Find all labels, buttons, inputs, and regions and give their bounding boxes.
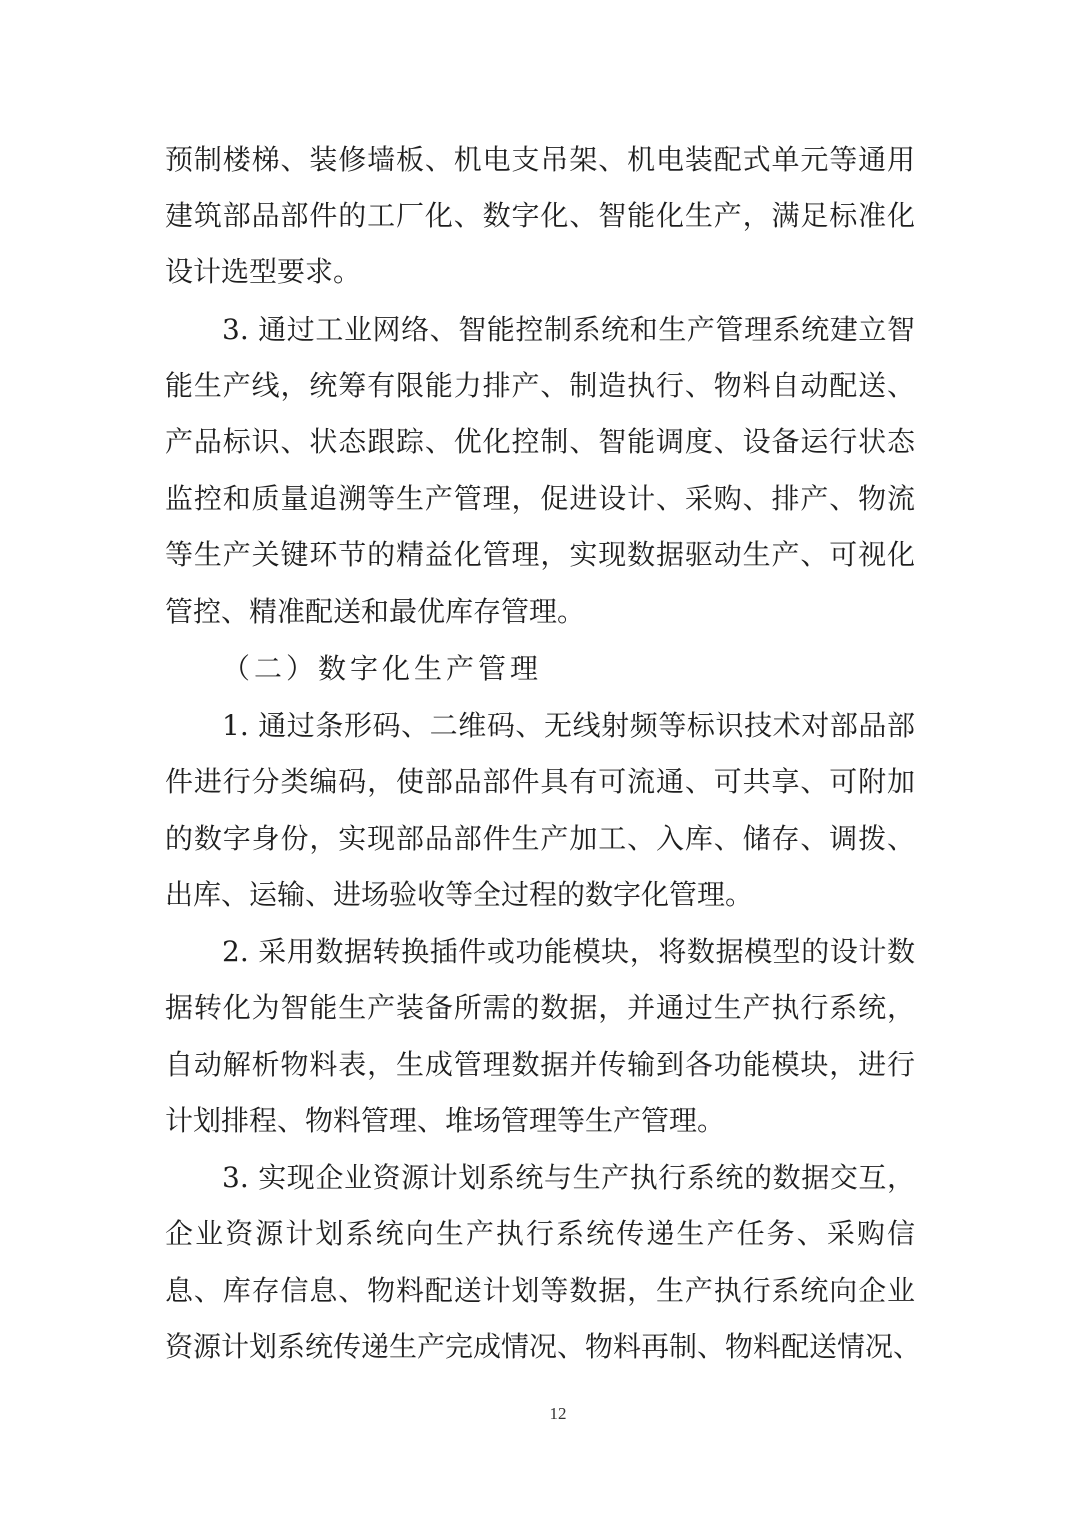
text-line: 息、库存信息、物料配送计划等数据，生产执行系统向企业: [165, 1274, 915, 1307]
page-number: 12: [549, 1404, 567, 1423]
text-line: 预制楼梯、装修墙板、机电支吊架、机电装配式单元等通用: [165, 143, 915, 176]
text-line: 1. 通过条形码、二维码、无线射频等标识技术对部品部: [222, 709, 915, 742]
text-line: 能生产线，统筹有限能力排产、制造执行、物料自动配送、: [165, 369, 915, 402]
text-line: 2. 采用数据转换插件或功能模块，将数据模型的设计数: [222, 935, 915, 968]
text-line: 件进行分类编码，使部品部件具有可流通、可共享、可附加: [165, 765, 915, 798]
section-heading: （二）数字化生产管理: [222, 652, 543, 685]
text-line: 自动解析物料表，生成管理数据并传输到各功能模块，进行: [165, 1048, 915, 1081]
text-line: 3. 实现企业资源计划系统与生产执行系统的数据交互，: [222, 1161, 915, 1194]
text-line: 企业资源计划系统向生产执行系统传递生产任务、采购信: [165, 1217, 915, 1250]
text-line: 3. 通过工业网络、智能控制系统和生产管理系统建立智: [222, 313, 915, 346]
text-line: 管控、精准配送和最优库存管理。: [165, 595, 586, 628]
text-line: 据转化为智能生产装备所需的数据，并通过生产执行系统，: [165, 991, 915, 1024]
text-line: 等生产关键环节的精益化管理，实现数据驱动生产、可视化: [165, 538, 915, 571]
text-line: 产品标识、状态跟踪、优化控制、智能调度、设备运行状态: [165, 425, 915, 458]
text-line: 出库、运输、进场验收等全过程的数字化管理。: [165, 878, 754, 911]
text-line: 的数字身份，实现部品部件生产加工、入库、储存、调拨、: [165, 822, 915, 855]
text-line: 监控和质量追溯等生产管理，促进设计、采购、排产、物流: [165, 482, 915, 515]
text-line: 设计选型要求。: [165, 255, 362, 288]
text-line: 资源计划系统传递生产完成情况、物料再制、物料配送情况、: [165, 1330, 922, 1363]
text-line: 建筑部品部件的工厂化、数字化、智能化生产，满足标准化: [165, 199, 915, 232]
text-line: 计划排程、物料管理、堆场管理等生产管理。: [165, 1104, 726, 1137]
